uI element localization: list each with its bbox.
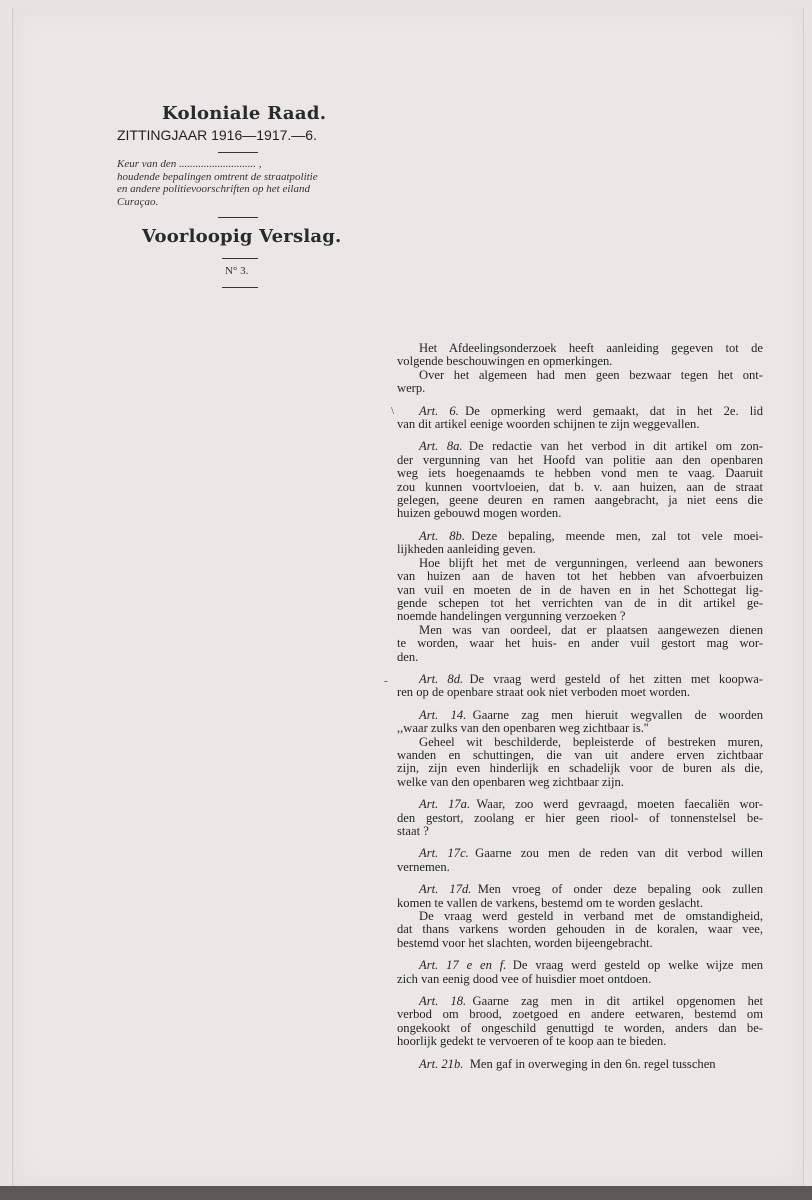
line-text: wanden en schuttingen, die van uit andere erven zichtbaar: [397, 747, 763, 762]
line-text: van vuil en moeten de in de haven en in het Schottegat lig-: [397, 582, 763, 597]
line-text: Het Afdeelingsonderzoek heeft aanleiding gegeven tot de: [419, 341, 763, 355]
paragraph: [397, 1058, 763, 1071]
article-label: Art. 17d.: [419, 882, 472, 897]
line-text: Gaarne zou men de reden van dit verbod willen: [475, 846, 763, 861]
text-line: [397, 812, 763, 825]
text-line: [397, 530, 763, 543]
text-line: [397, 995, 763, 1008]
text-line: [397, 624, 763, 637]
text-line: [397, 923, 763, 936]
text-line: [397, 507, 763, 520]
text-line: [397, 342, 763, 355]
line-text: ongekookt of ongeschild genuttigd te worden, anders dan be-: [397, 1020, 763, 1035]
text-line: [397, 570, 763, 583]
line-text: zou kunnen voortvloeien, dat b. v. aan huizen, aan de straat: [397, 479, 763, 494]
text-line: [397, 610, 763, 623]
line-text: Hoe blijft het met de vergunningen, verleend aan bewoners: [419, 555, 763, 570]
line-text: weg iets hoegenaamds te hebben vond men te vaag. Daaruit: [397, 466, 763, 481]
line-text: der vergunning van het Hoofd van politie aan den openbaren: [397, 452, 763, 467]
line-text: bestemd voor het slachten, worden bijeengebracht.: [397, 935, 653, 950]
line-text: zijn, zijn even hinderlijk en schadelijk voor de buren als die,: [397, 761, 763, 776]
line-text: Men vroeg of onder deze bepaling ook zullen: [477, 882, 763, 897]
subject-line: houdende bepalingen omtrent de straatpolitie: [117, 170, 318, 183]
line-text: ren op de openbare straat ook niet verboden moet worden.: [397, 685, 691, 700]
margin-mark: \: [391, 405, 395, 417]
line-text: De vraag werd gesteld op welke wijze men: [512, 958, 764, 973]
divider: [222, 258, 258, 259]
text-line: [397, 798, 763, 811]
line-text: ,,waar zulks van den openbaren weg zichtbaar is.'': [397, 721, 649, 736]
scan-edge: [0, 1186, 812, 1200]
text-line: [397, 651, 763, 664]
text-line: [397, 1035, 763, 1048]
text-line: [397, 686, 763, 699]
report-number: N° 3.: [225, 265, 249, 277]
line-text: De vraag werd gesteld in verband met de omstandigheid,: [419, 909, 763, 924]
text-line: [397, 736, 763, 749]
line-text: dat thans varkens worden gehouden in de koralen, waar vee,: [397, 922, 763, 937]
paragraph: [397, 530, 763, 664]
text-line: [397, 597, 763, 610]
line-text: lijkheden aanleiding geven.: [397, 542, 536, 557]
text-line: [397, 959, 763, 972]
line-text: welke van den openbaren weg zichtbaar zijn.: [397, 774, 624, 789]
line-text: De redactie van het verbod in dit artikel om zon-: [468, 439, 763, 454]
text-line: [397, 418, 763, 431]
paragraph: [397, 959, 763, 986]
article-label: Art. 14.: [419, 707, 467, 722]
text-line: [397, 749, 763, 762]
article-label: Art. 8a.: [419, 439, 463, 454]
line-text: verbod om brood, zoetgoed en andere eetwaren, bestemd om: [397, 1007, 763, 1022]
paragraph: [397, 405, 763, 432]
divider: [222, 287, 258, 288]
text-line: [397, 481, 763, 494]
text-line: [397, 467, 763, 480]
article-label: Art. 17a.: [419, 797, 471, 812]
line-text: gende schepen tot het verrichten van de in dit artikel ge-: [397, 595, 763, 610]
line-text: zich van eenig dood vee of huisdier moet ontdoen.: [397, 971, 652, 986]
article-label: Art. 8d.: [419, 671, 464, 686]
text-line: [397, 557, 763, 570]
line-text: Gaarne zag men hieruit wegvallen de woorden: [472, 707, 763, 722]
text-line: [397, 973, 763, 986]
line-text: werp.: [397, 381, 426, 396]
report-title: Voorloopig Verslag.: [142, 226, 342, 247]
line-text: De opmerking werd gemaakt, dat in het 2e. lid: [465, 403, 763, 418]
paragraph: [397, 709, 763, 789]
text-line: [397, 722, 763, 735]
council-title: Koloniale Raad.: [162, 103, 327, 124]
line-text: Deze bepaling, meende men, zal tot vele moei-: [471, 528, 764, 543]
text-line: [397, 494, 763, 507]
subject-line: Curaçao.: [117, 195, 159, 208]
line-text: komen te vallen de varkens, bestemd om te worden geslacht.: [397, 895, 704, 910]
text-line: [397, 543, 763, 556]
text-line: [397, 1008, 763, 1021]
line-text: van dit artikel eenige woorden schijnen te zijn weggevallen.: [397, 417, 700, 432]
paragraph: [397, 342, 763, 396]
line-text: den.: [397, 649, 419, 664]
subject-description: [117, 158, 377, 208]
text-line: [397, 673, 763, 686]
text-line: [397, 584, 763, 597]
article-label: Art. 8b.: [419, 528, 465, 543]
text-line: [397, 1058, 763, 1071]
paragraph: [397, 673, 763, 700]
line-text: volgende beschouwingen en opmerkingen.: [397, 354, 613, 369]
text-line: [397, 937, 763, 950]
paragraph: [397, 883, 763, 950]
text-line: [397, 861, 763, 874]
line-text: den gestort, zoolang er hier geen riool- of tonnenstelsel be-: [397, 810, 763, 825]
text-line: [397, 454, 763, 467]
paragraph: [397, 440, 763, 520]
line-text: huizen gebouwd mogen worden.: [397, 506, 562, 521]
text-line: [397, 355, 763, 368]
line-text: staat ?: [397, 824, 429, 838]
text-line: [397, 883, 763, 896]
text-line: [397, 382, 763, 395]
line-text: Men was van oordeel, dat er plaatsen aangewezen dienen: [419, 622, 763, 637]
line-text: Geheel wit beschilderde, bepleisterde of bestreken muren,: [419, 734, 763, 749]
paragraph: [397, 995, 763, 1049]
line-text: Waar, zoo werd gevraagd, moeten faecaliën wor-: [476, 797, 763, 812]
line-text: gelegen, geene deuren en ramen aangebracht, ja niet eens die: [397, 493, 763, 508]
line-text: te worden, waar het huis- en ander vuil gestort mag wor-: [397, 636, 763, 651]
text-line: [397, 776, 763, 789]
divider: [218, 152, 258, 153]
divider: [218, 217, 258, 218]
subject-line: Keur van den ............................ ,: [117, 158, 262, 170]
line-text: Men gaf in overweging in den 6n. regel tusschen: [469, 1056, 716, 1071]
article-label: Art. 17 e en f.: [419, 958, 507, 973]
article-label: Art. 21b.: [419, 1056, 464, 1071]
text-line: [397, 1022, 763, 1035]
paragraph: [397, 798, 763, 838]
margin-mark: -: [384, 675, 388, 687]
line-text: Gaarne zag men in dit artikel opgenomen het: [472, 994, 764, 1009]
text-line: [397, 825, 763, 838]
paragraph: [397, 847, 763, 874]
text-line: [397, 897, 763, 910]
line-text: noemde handelingen vergunning verzoeken ?: [397, 609, 626, 624]
text-line: [397, 762, 763, 775]
session-year: ZITTINGJAAR 1916—1917.—6.: [117, 127, 317, 143]
text-line: [397, 910, 763, 923]
line-text: De vraag werd gesteld of het zitten met koopwa-: [469, 671, 763, 686]
text-line: [397, 369, 763, 382]
line-text: hoorlijk gedekt te vervoeren of te koop aan te bieden.: [397, 1034, 667, 1049]
text-line: [397, 405, 763, 418]
line-text: van huizen aan de haven tot het hebben van afvoerbuizen: [397, 569, 763, 584]
article-label: Art. 6.: [419, 403, 459, 418]
report-body: [397, 342, 763, 1080]
text-line: [397, 637, 763, 650]
line-text: vernemen.: [397, 859, 450, 874]
line-text: Over het algemeen had men geen bezwaar tegen het ont-: [419, 367, 763, 382]
text-line: [397, 709, 763, 722]
article-label: Art. 18.: [419, 994, 467, 1009]
text-line: [397, 847, 763, 860]
article-label: Art. 17c.: [419, 846, 469, 861]
text-line: [397, 440, 763, 453]
subject-line: en andere politievoorschriften op het eiland: [117, 183, 310, 195]
